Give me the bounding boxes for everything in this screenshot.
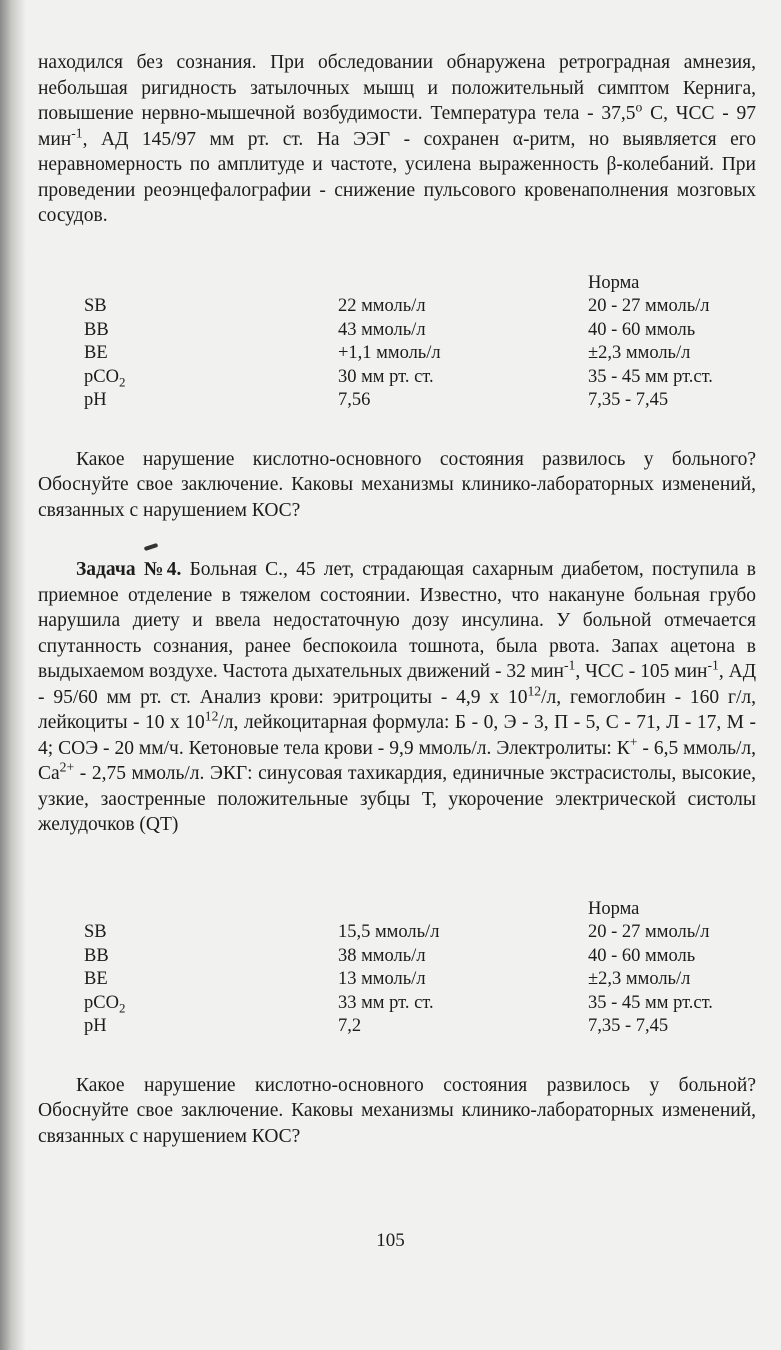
task-text: , АД - 95/60 мм рт. ст. Анализ крови: эритроциты - 4,9 х 10 [38,661,756,708]
page-number: 105 [376,1230,405,1251]
param-norm: 20 - 27 ммоль/л [588,922,710,942]
lab-table-header [84,272,756,296]
task-text: Больная С., 45 лет, страдающая сахарным диабетом, поступила в приемное отделение в тяжелом состоянии. Известно, что накануне больная грубо нарушила диету и ввела недостаточную дозу инсулина. У больной отмечается спутанность сознания, ранее беспокоила тошнота, была рвота. Запах ацетона в выдыхаемом воздухе. Частота дыхательных движений - 32 мин [38,559,757,682]
param-name: BE [84,969,108,989]
param-norm: 7,35 - 7,45 [588,390,669,410]
param-name: pH [84,390,107,410]
param-value: 38 ммоль/л [337,945,426,966]
param-norm: 40 - 60 ммоль [588,945,696,966]
param-subscript: 2 [118,374,126,390]
lab-row [84,342,756,366]
task-sup: + [629,734,638,749]
norm-header: Норма [588,272,640,293]
lab-row [84,389,756,413]
lab-row [84,945,756,969]
param-value: 43 ммоль/л [337,319,426,340]
intro-sup: o [635,99,643,115]
task-sup: -1 [707,657,719,673]
task-title: Задача №4. [76,559,182,580]
task-text: - 2,75 ммоль/л. ЭКГ: синусовая тахикардия, единичные экстрасистолы, высокие, узкие, заостренные положительные зубцы Т, укорочение электрической систолы желудочков (QT) [38,763,756,835]
lab-row [84,366,756,390]
lab-table-2 [84,898,756,1039]
param-value: +1,1 ммоль/л [337,343,441,363]
param-norm: 20 - 27 ммоль/л [588,296,710,316]
task-sup: 2+ [59,759,75,775]
param-name: SB [84,922,107,942]
param-name [84,992,338,1016]
param-subscript: 2 [118,1000,126,1016]
param-name-text: pCO [84,366,119,387]
intro-sup: -1 [71,125,83,140]
intro-paragraph [38,50,756,229]
param-name: BE [84,343,108,363]
param-norm: 40 - 60 ммоль [588,319,696,340]
intro-text: находился без сознания. При обследовании обнаружена ретроградная амнезия, небольшая ригидность затылочных мышц и положительный симптом Кернига, повышение нервно-мышечной возбудимости. Температура тела - 37,5 [38,52,756,124]
task-text: /л, гемоглобин - 160 г/л, лейкоциты - 10 х 10 [38,686,757,733]
question-1: Какое нарушение кислотно-основного состояния развилось у больного? Обоснуйте свое заключение. Каковы механизмы клинико-лабораторных изменений, связанных с нарушением КОС? [38,448,756,521]
lab-row [84,1015,756,1039]
param-value: 33 мм рт. ст. [337,992,434,1013]
param-norm: ±2,3 ммоль/л [588,343,691,363]
norm-header: Норма [588,898,640,919]
param-name: pH [84,1016,107,1036]
lab-row [84,319,756,343]
param-value: 30 мм рт. ст. [337,366,434,387]
lab-row [84,921,756,945]
param-name-text: pCO [84,992,119,1013]
task-sup: 12 [527,683,542,698]
param-norm: 35 - 45 мм рт.ст. [588,366,713,387]
page-content [38,50,756,1149]
param-name: BB [84,945,109,966]
param-norm: ±2,3 ммоль/л [588,969,691,989]
page-edge-shadow [0,0,26,1350]
lab-row [84,295,756,319]
task-sup: 12 [204,708,219,724]
param-name [84,366,338,390]
param-name: BB [84,319,109,340]
question-2: Какое нарушение кислотно-основного состояния развилось у больной? Обоснуйте свое заключение. Каковы механизмы клинико-лабораторных изменений, связанных с нарушением КОС? [38,1074,756,1147]
param-name: SB [84,296,107,316]
lab-row [84,968,756,992]
param-value: 7,56 [337,390,371,410]
intro-text: , АД 145/97 мм рт. ст. На ЭЭГ - сохранен α-ритм, но выявляется его неравномерность по амплитуде и частоте, усилена выраженность β-колебаний. При проведении реоэнцефалографии - снижение пульсового кровенаполнения мозговых сосудов. [38,128,756,226]
task-text: , ЧСС - 105 мин [575,661,708,682]
task-4-paragraph [38,557,756,838]
lab-table-header [84,898,756,922]
task-sup: -1 [563,657,576,673]
intro-text: С, ЧСС - 97 мин [38,103,756,150]
task-text: - 6,5 ммоль/л, Са [38,737,756,784]
lab-table-1 [84,272,756,413]
param-norm: 7,35 - 7,45 [588,1016,669,1036]
param-value: 7,2 [337,1016,362,1036]
param-norm: 35 - 45 мм рт.ст. [588,992,713,1013]
param-value: 22 ммоль/л [337,296,426,316]
lab-row [84,992,756,1016]
task-text: /л, лейкоцитарная формула: Б - 0, Э - 3, П - 5, С - 71, Л - 17, М - 4; СОЭ - 20 мм/ч. Кетоновые тела крови - 9,9 ммоль/л. Электролиты: К [38,712,756,759]
param-value: 13 ммоль/л [337,969,426,989]
param-value: 15,5 ммоль/л [337,922,440,942]
